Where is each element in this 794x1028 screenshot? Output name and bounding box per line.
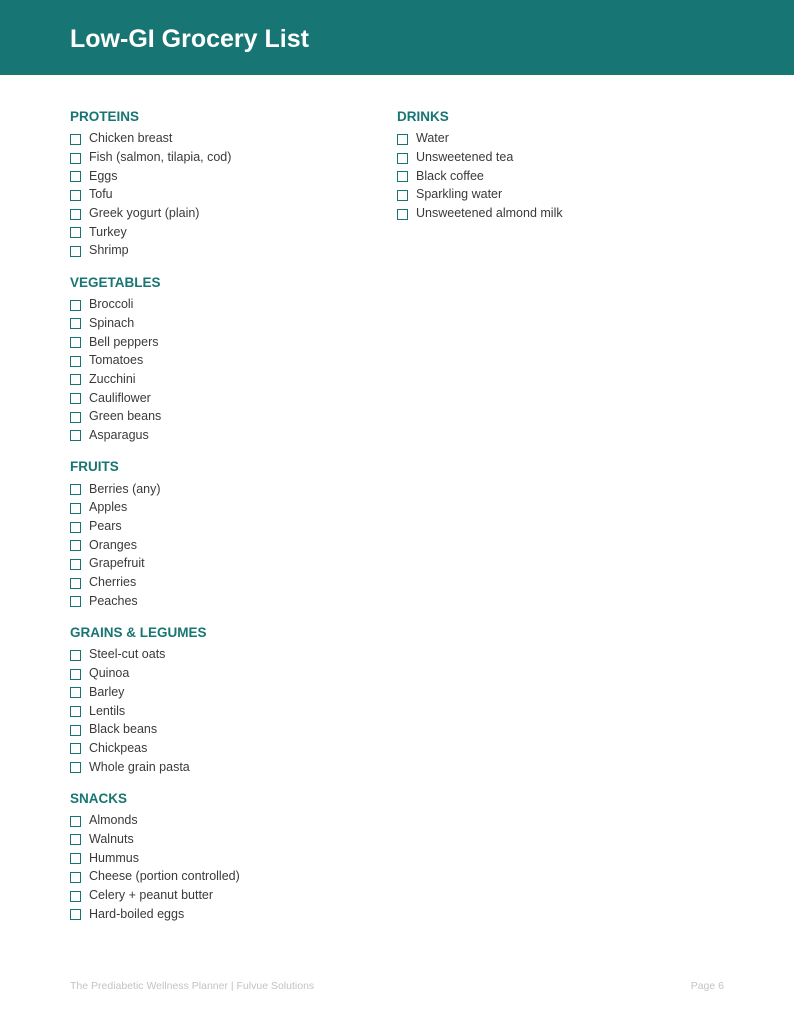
- checkbox[interactable]: [70, 430, 81, 441]
- list-item: [70, 426, 370, 445]
- list-item: [397, 166, 697, 185]
- list-item: [70, 848, 370, 867]
- list-item: [70, 314, 370, 333]
- checkbox[interactable]: [397, 153, 408, 164]
- section-title: SNACKS: [70, 790, 128, 806]
- section-fruits: [70, 458, 370, 610]
- checkbox[interactable]: [70, 559, 81, 570]
- item-label: Black beans: [89, 722, 158, 737]
- list-item: [70, 204, 370, 223]
- checkbox[interactable]: [70, 374, 81, 385]
- item-label: Asparagus: [89, 427, 149, 442]
- checkbox[interactable]: [70, 356, 81, 367]
- list-item: [70, 185, 370, 204]
- item-label: Peaches: [89, 593, 138, 608]
- list-item: [70, 830, 370, 849]
- list-item: [70, 535, 370, 554]
- item-label: Eggs: [89, 168, 118, 183]
- checkbox[interactable]: [397, 134, 408, 145]
- item-label: Apples: [89, 500, 128, 515]
- item-label: Spinach: [89, 315, 135, 330]
- section-drinks: [397, 108, 697, 222]
- item-label: Hard-boiled eggs: [89, 906, 185, 921]
- page-footer: [70, 980, 724, 992]
- item-label: Tofu: [89, 187, 113, 202]
- item-label: Black coffee: [416, 168, 484, 183]
- item-label: Steel-cut oats: [89, 647, 166, 662]
- right-column: [397, 108, 697, 236]
- checkbox[interactable]: [70, 578, 81, 589]
- list-item: [70, 388, 370, 407]
- item-label: Green beans: [89, 409, 162, 424]
- item-label: Broccoli: [89, 297, 134, 312]
- checkbox[interactable]: [70, 743, 81, 754]
- checkbox[interactable]: [70, 134, 81, 145]
- checklist: [70, 479, 370, 610]
- checkbox[interactable]: [70, 171, 81, 182]
- list-item: [70, 573, 370, 592]
- list-item: [70, 886, 370, 905]
- list-item: [70, 222, 370, 241]
- checkbox[interactable]: [70, 706, 81, 717]
- checkbox[interactable]: [70, 909, 81, 920]
- item-label: Barley: [89, 684, 125, 699]
- list-item: [70, 811, 370, 830]
- checkbox[interactable]: [70, 687, 81, 698]
- item-label: Turkey: [89, 224, 127, 239]
- list-item: [70, 351, 370, 370]
- checklist: [70, 811, 370, 923]
- item-label: Unsweetened tea: [416, 150, 514, 165]
- list-item: [70, 701, 370, 720]
- list-item: [70, 867, 370, 886]
- checkbox[interactable]: [70, 522, 81, 533]
- list-item: [70, 241, 370, 260]
- item-label: Oranges: [89, 537, 137, 552]
- list-item: [70, 407, 370, 426]
- checkbox[interactable]: [70, 540, 81, 551]
- item-label: Whole grain pasta: [89, 759, 190, 774]
- section-proteins: [70, 108, 370, 260]
- list-item: [70, 720, 370, 739]
- item-label: Sparkling water: [416, 187, 503, 202]
- checkbox[interactable]: [70, 853, 81, 864]
- item-label: Almonds: [89, 813, 138, 828]
- list-item: [70, 683, 370, 702]
- list-item: [70, 295, 370, 314]
- checklist: [397, 129, 697, 222]
- item-label: Fish (salmon, tilapia, cod): [89, 150, 232, 165]
- page-number: Page 6: [690, 980, 724, 992]
- list-item: [70, 148, 370, 167]
- section-title: FRUITS: [70, 459, 119, 475]
- item-label: Cherries: [89, 575, 137, 590]
- checkbox[interactable]: [70, 503, 81, 514]
- checkbox[interactable]: [70, 872, 81, 883]
- checkbox[interactable]: [70, 300, 81, 311]
- list-item: [70, 645, 370, 664]
- list-item: [70, 166, 370, 185]
- checkbox[interactable]: [70, 153, 81, 164]
- checkbox[interactable]: [397, 209, 408, 220]
- checkbox[interactable]: [70, 227, 81, 238]
- item-label: Cauliflower: [89, 390, 151, 405]
- checkbox[interactable]: [70, 596, 81, 607]
- checkbox[interactable]: [70, 762, 81, 773]
- checkbox[interactable]: [70, 891, 81, 902]
- list-item: [70, 370, 370, 389]
- item-label: Pears: [89, 519, 122, 534]
- checkbox[interactable]: [397, 190, 408, 201]
- item-label: Berries (any): [89, 481, 161, 496]
- checklist: [70, 645, 370, 776]
- checkbox[interactable]: [70, 209, 81, 220]
- checkbox[interactable]: [70, 246, 81, 257]
- checkbox[interactable]: [70, 393, 81, 404]
- section-grains-and-legumes: [70, 624, 370, 776]
- list-item: [70, 591, 370, 610]
- checkbox[interactable]: [70, 650, 81, 661]
- checklist: [70, 129, 370, 260]
- checkbox[interactable]: [70, 725, 81, 736]
- list-item: [70, 479, 370, 498]
- checkbox[interactable]: [70, 816, 81, 827]
- footer-text: The Prediabetic Wellness Planner | Fulvue Solutions: [70, 980, 315, 992]
- item-label: Chicken breast: [89, 131, 173, 146]
- list-item: [70, 498, 370, 517]
- item-label: Walnuts: [89, 831, 134, 846]
- page-title: Low-GI Grocery List: [70, 25, 309, 53]
- list-item: [70, 332, 370, 351]
- checkbox[interactable]: [70, 484, 81, 495]
- item-label: Cheese (portion controlled): [89, 869, 240, 884]
- list-item: [70, 517, 370, 536]
- list-item: [397, 185, 697, 204]
- item-label: Shrimp: [89, 243, 129, 258]
- item-label: Unsweetened almond milk: [416, 206, 563, 221]
- item-label: Grapefruit: [89, 556, 145, 571]
- section-title: PROTEINS: [70, 109, 140, 124]
- checkbox[interactable]: [70, 412, 81, 423]
- item-label: Lentils: [89, 703, 126, 718]
- item-label: Celery + peanut butter: [89, 888, 214, 903]
- list-item: [397, 204, 697, 223]
- item-label: Water: [416, 131, 449, 146]
- checkbox[interactable]: [70, 190, 81, 201]
- checkbox[interactable]: [70, 669, 81, 680]
- checkbox[interactable]: [70, 834, 81, 845]
- section-title: VEGETABLES: [70, 274, 161, 290]
- checkbox[interactable]: [397, 171, 408, 182]
- checkbox[interactable]: [70, 337, 81, 348]
- list-item: [70, 757, 370, 776]
- item-label: Greek yogurt (plain): [89, 206, 200, 221]
- checklist: [70, 295, 370, 445]
- list-item: [70, 664, 370, 683]
- item-label: Chickpeas: [89, 740, 148, 755]
- list-item: [70, 904, 370, 923]
- list-item: [70, 739, 370, 758]
- list-item: [70, 554, 370, 573]
- section-snacks: [70, 790, 370, 923]
- page-header: [0, 0, 794, 75]
- list-item: [70, 129, 370, 148]
- section-title: GRAINS & LEGUMES: [70, 625, 207, 641]
- item-label: Bell peppers: [89, 334, 159, 349]
- list-item: [397, 148, 697, 167]
- item-label: Tomatoes: [89, 353, 144, 368]
- item-label: Hummus: [89, 850, 140, 865]
- section-vegetables: [70, 274, 370, 445]
- checkbox[interactable]: [70, 318, 81, 329]
- section-title: DRINKS: [397, 109, 449, 124]
- left-column: [70, 108, 370, 937]
- list-item: [397, 129, 697, 148]
- item-label: Zucchini: [89, 371, 136, 386]
- item-label: Quinoa: [89, 666, 130, 681]
